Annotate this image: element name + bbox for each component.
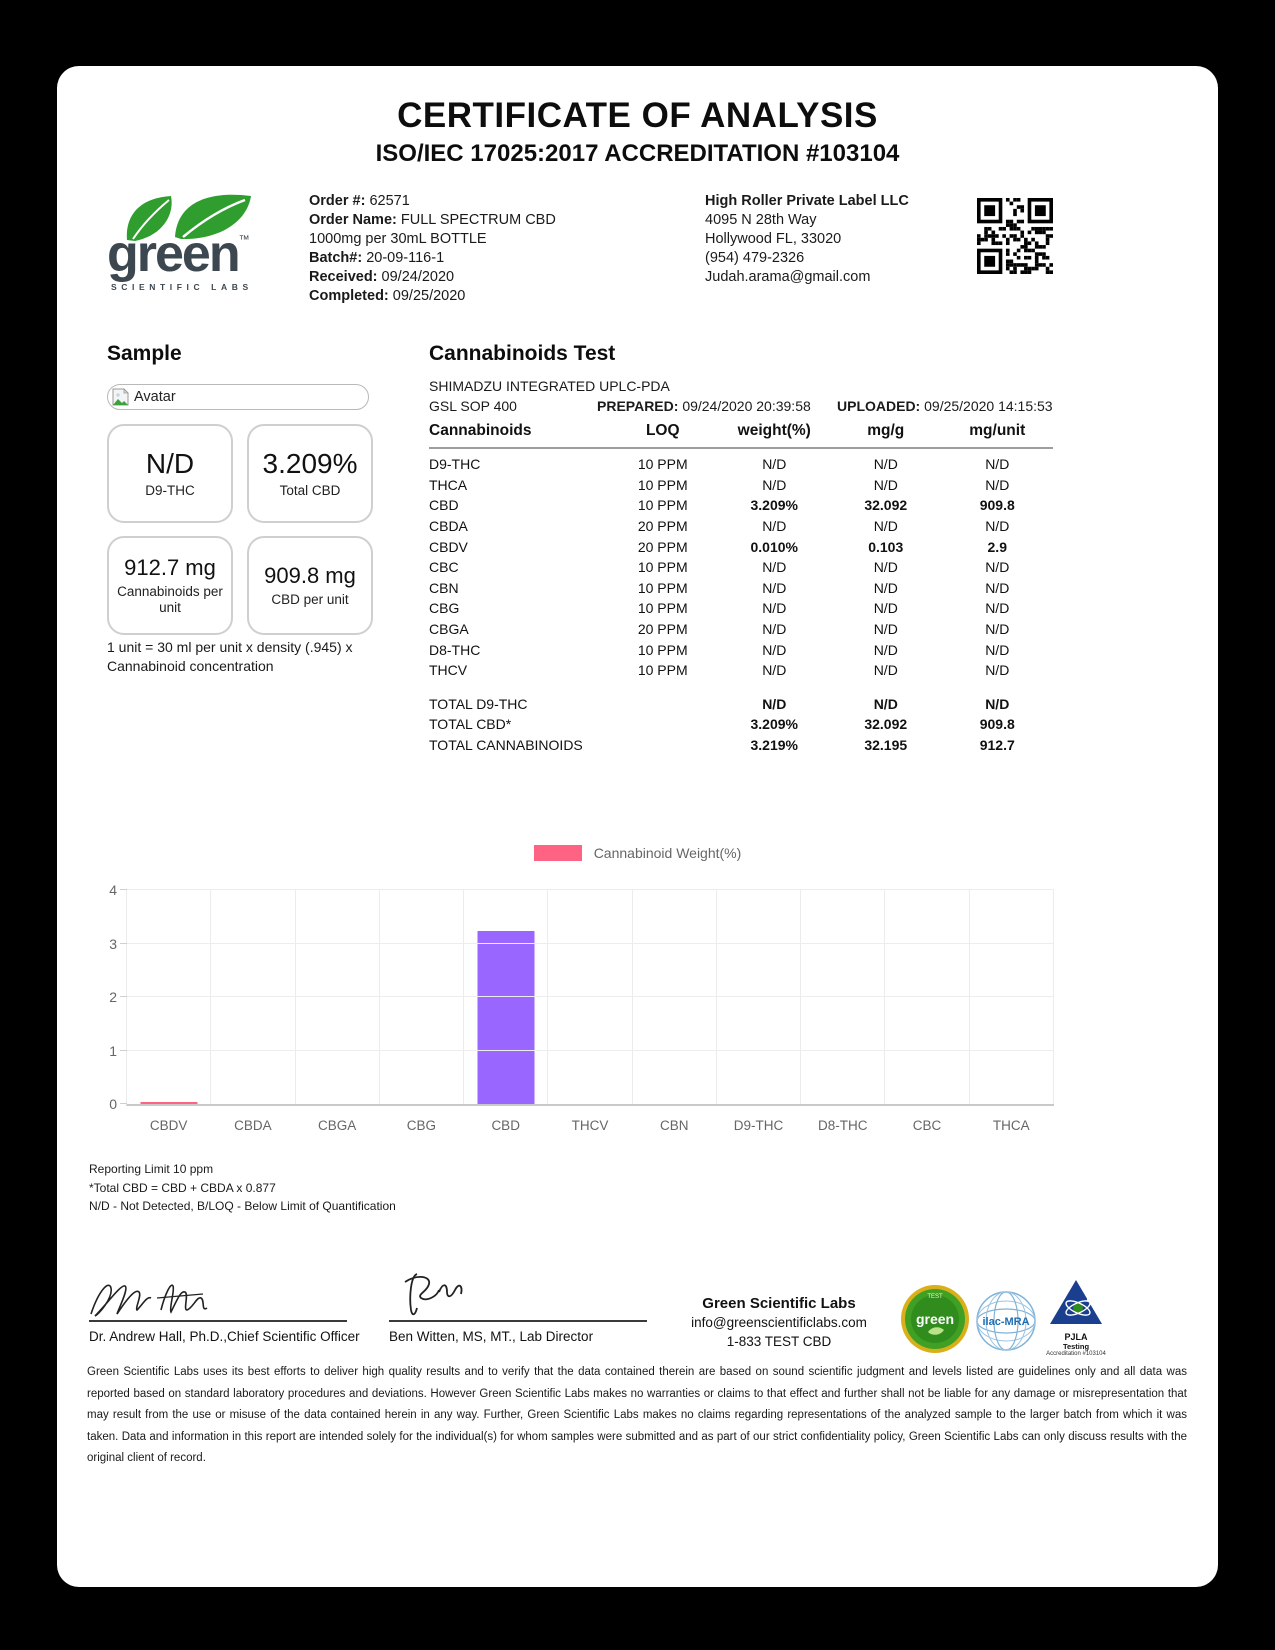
analyte-name: D8-THC [429, 641, 481, 658]
pjla-testing: Testing [1062, 1342, 1090, 1351]
instrument-name: SHIMADZU INTEGRATED UPLC-PDA [429, 378, 670, 394]
logo-subtext: SCIENTIFIC LABS [111, 282, 253, 292]
y-tick-label: 2 [109, 989, 117, 1005]
chart-slot [380, 890, 464, 1133]
col-mgunit: mg/unit [969, 422, 1026, 439]
chart-slot [633, 890, 717, 1133]
analyte-value: N/D [985, 641, 1010, 658]
analyte-value: N/D [873, 476, 898, 493]
analyte-value: N/D [873, 559, 898, 576]
bar-cbd [477, 931, 534, 1104]
y-tick-mark [120, 996, 127, 997]
analyte-value: N/D [985, 579, 1010, 596]
chart-slot [211, 890, 295, 1133]
analyte-value: 32.092 [864, 716, 908, 733]
analyte-value: N/D [762, 476, 787, 493]
sample-result-cards [107, 424, 373, 635]
gridline [127, 889, 1054, 890]
card-label: Total CBD [279, 483, 341, 498]
unit-note: 1 unit = 30 ml per unit x density (.945) x Cannabinoid concentration [107, 639, 353, 674]
x-tick-label: CBDV [149, 1118, 188, 1133]
analyte-value: N/D [985, 662, 1010, 679]
x-tick-label: CBN [659, 1118, 689, 1133]
chart-slot [801, 890, 885, 1133]
analyte-value: N/D [873, 641, 898, 658]
analyte-value: 3.219% [750, 737, 798, 754]
analyte-name: CBD [429, 497, 459, 514]
analyte-name: CBG [429, 600, 460, 617]
analyte-value: 10 PPM [637, 497, 688, 514]
chart-slot [464, 890, 548, 1133]
analyte-name: CBC [429, 559, 459, 576]
y-tick-label: 3 [109, 935, 117, 952]
x-tick-label: CBC [912, 1118, 942, 1133]
col-weight: weight(%) [737, 422, 811, 439]
analyte-value: 10 PPM [637, 559, 688, 576]
sample-avatar [107, 384, 369, 410]
analyte-value: 20 PPM [637, 518, 688, 535]
table-row [429, 516, 1053, 537]
y-tick-mark [120, 943, 127, 944]
certificate-page [57, 66, 1218, 1587]
analyte-value: 10 PPM [637, 476, 688, 493]
analyte-name: TOTAL CBD* [429, 716, 512, 733]
card-value: 3.209% [262, 448, 358, 479]
chart-legend [57, 845, 1218, 861]
analyte-name: CBDA [429, 518, 468, 535]
signature-1 [85, 1270, 255, 1322]
analyte-value: N/D [762, 456, 787, 473]
order-name: FULL SPECTRUM CBD 1000mg per 30mL BOTTLE [309, 212, 556, 247]
analyte-name: THCV [429, 662, 468, 679]
analyte-name: TOTAL CANNABINOIDS [429, 737, 583, 754]
table-header-row [429, 422, 1053, 449]
footnote-nd: N/D - Not Detected, B/LOQ - Below Limit of Quantification [89, 1199, 396, 1213]
ilac-mra-badge [975, 1290, 1037, 1352]
table-row [429, 735, 1053, 756]
card-value: 912.7 mg [124, 555, 216, 580]
analyte-value: 2.9 [987, 538, 1007, 555]
table-row [429, 694, 1053, 715]
card-label: CBD per unit [271, 592, 349, 607]
lab-logo [105, 194, 291, 294]
analyte-value: 20 PPM [637, 538, 688, 555]
uploaded-label: UPLOADED: [837, 398, 921, 414]
analyte-value: N/D [873, 579, 898, 596]
cannabinoids-table [429, 422, 1053, 755]
client-email: Judah.arama@gmail.com [705, 269, 871, 285]
analyte-value: N/D [985, 559, 1010, 576]
client-phone: (954) 479-2326 [705, 250, 805, 266]
col-loq: LOQ [645, 422, 680, 439]
chart-slot [717, 890, 801, 1133]
analyte-name: CBGA [429, 621, 469, 638]
table-row [429, 495, 1053, 516]
analyte-value: 10 PPM [637, 662, 688, 679]
x-tick-label: THCA [992, 1118, 1030, 1133]
x-tick-label: CBD [491, 1118, 520, 1133]
analyte-value: N/D [985, 518, 1010, 535]
analyte-value: N/D [873, 600, 898, 617]
legend-label: Cannabinoid Weight(%) [593, 845, 742, 861]
analyte-value: N/D [985, 695, 1010, 712]
completed-label: Completed: [309, 288, 389, 304]
pjla-name: PJLA [1064, 1332, 1088, 1342]
order-info [309, 192, 575, 306]
y-tick-label: 4 [109, 882, 117, 898]
trademark-symbol: ™ [238, 234, 250, 246]
analyte-value: N/D [762, 662, 787, 679]
analyte-value: N/D [873, 518, 898, 535]
col-cannabinoids: Cannabinoids [429, 422, 532, 439]
signature-2 [387, 1266, 527, 1322]
gridline [127, 943, 1054, 944]
sample-heading: Sample [107, 342, 182, 365]
analyte-name: D9-THC [429, 456, 481, 473]
order-number: 62571 [369, 193, 410, 209]
table-row [429, 536, 1053, 557]
broken-image-icon [110, 387, 132, 407]
analyte-value: 10 PPM [637, 600, 688, 617]
chart-slot [885, 890, 969, 1133]
analyte-value: N/D [985, 476, 1010, 493]
order-number-label: Order #: [309, 193, 366, 209]
analyte-value: N/D [762, 518, 787, 535]
analyte-name: TOTAL D9-THC [429, 695, 528, 712]
qr-code [977, 198, 1053, 274]
prepared-label: PREPARED: [597, 398, 679, 414]
svg-text:TEST: TEST [927, 1294, 943, 1300]
signatory-1: Dr. Andrew Hall, Ph.D.,Chief Scientific Officer [89, 1329, 360, 1344]
table-row [429, 660, 1053, 681]
analyte-name: THCA [429, 476, 468, 493]
analyte-value: 10 PPM [637, 641, 688, 658]
table-row [429, 454, 1053, 475]
received-date: 09/24/2020 [381, 269, 455, 285]
analyte-value: 0.103 [868, 538, 904, 555]
analyte-value: N/D [873, 456, 898, 473]
accreditation-subtitle: ISO/IEC 17025:2017 ACCREDITATION #103104 [375, 140, 900, 167]
signature-line-1 [89, 1320, 347, 1322]
table-row [429, 639, 1053, 660]
y-tick-mark [120, 1103, 127, 1104]
chart-slot [296, 890, 380, 1133]
analyte-value: N/D [762, 621, 787, 638]
chart-slot [548, 890, 632, 1133]
chart-bars [127, 890, 1054, 1133]
client-address-1: 4095 N 28th Way [705, 212, 817, 228]
analyte-value: N/D [873, 695, 898, 712]
chart-slot [970, 890, 1054, 1133]
y-tick-mark [120, 889, 127, 890]
order-name-label: Order Name: [309, 212, 397, 228]
pjla-badge [1043, 1278, 1109, 1357]
analyte-value: N/D [762, 641, 787, 658]
analyte-value: 10 PPM [637, 456, 688, 473]
sample-card [107, 424, 233, 523]
prepared-datetime: PREPARED: 09/24/2020 20:39:58 [597, 398, 811, 414]
table-row [429, 578, 1053, 599]
lab-name: Green Scientific Labs [702, 1295, 856, 1312]
footnote-reporting-limit: Reporting Limit 10 ppm [89, 1162, 214, 1176]
legend-swatch [534, 845, 582, 861]
analyte-value: 32.195 [864, 737, 908, 754]
y-tick-label: 0 [109, 1096, 117, 1112]
card-value: 909.8 mg [264, 563, 356, 588]
pjla-accreditation: Accreditation #103104 [1046, 1351, 1106, 1357]
x-tick-label: CBGA [318, 1118, 357, 1133]
sample-card [247, 536, 373, 635]
x-tick-label: D9-THC [733, 1118, 784, 1133]
chart-footnotes [89, 1160, 396, 1216]
lab-contact [657, 1294, 901, 1351]
card-value: N/D [145, 448, 195, 479]
sample-card [247, 424, 373, 523]
client-name: High Roller Private Label LLC [705, 193, 909, 209]
analyte-value: 909.8 [979, 497, 1015, 514]
received-label: Received: [309, 269, 378, 285]
col-mgg: mg/g [867, 422, 905, 439]
analyte-value: N/D [762, 695, 787, 712]
analyte-value: 32.092 [864, 497, 908, 514]
x-tick-label: D8-THC [818, 1118, 868, 1133]
lab-email: info@greenscientificlabs.com [691, 1315, 867, 1330]
disclaimer-text: Green Scientific Labs uses its best efforts to deliver high quality results and to verify that the data contained therein are based on sound scientific judgment and levels listed are guidelines only and all data was reported based on standard laboratory procedures and deviations. However Green Scientific Labs makes no warranties or claims to that effect and further shall not be liable for any damage or misrepresentation that may result from the use or misuse of the data contained herein in any way. Further, Green Scientific Labs makes no claims regarding representations of the analyzed sample to the larger batch from which it was taken. Data and information in this report are intended solely for the individual(s) for whom samples were submitted and as part of our strict confidentiality policy, Green Scientific Labs can only discuss results with the original client of record. [87, 1366, 1187, 1464]
x-tick-label: CBDA [234, 1118, 272, 1133]
y-tick-mark [120, 1050, 127, 1051]
card-label: D9-THC [145, 483, 195, 498]
analyte-value: 912.7 [979, 737, 1015, 754]
footnote-total-cbd: *Total CBD = CBD + CBDA x 0.877 [89, 1180, 276, 1195]
sample-card [107, 536, 233, 635]
cannabinoids-test-heading: Cannabinoids Test [429, 342, 616, 365]
gridline [127, 1050, 1054, 1051]
client-address-2: Hollywood FL, 33020 [705, 231, 842, 247]
table-row [429, 714, 1053, 735]
gridline [127, 996, 1054, 997]
table-row [429, 598, 1053, 619]
bar-cbdv [140, 1102, 197, 1104]
svg-text:green: green [915, 1311, 955, 1327]
green-seal-badge [900, 1284, 970, 1354]
signatory-2: Ben Witten, MS, MT., Lab Director [389, 1329, 594, 1344]
analyte-value: N/D [985, 456, 1010, 473]
completed-date: 09/25/2020 [392, 288, 466, 304]
table-totals [429, 694, 1053, 756]
uploaded-datetime: UPLOADED: 09/25/2020 14:15:53 [837, 398, 1053, 414]
analyte-value: 3.209% [750, 716, 798, 733]
x-tick-label: THCV [571, 1118, 609, 1133]
logo-word: green™ [107, 225, 250, 283]
analyte-value: N/D [762, 559, 787, 576]
chart-slot [127, 890, 211, 1133]
table-row [429, 557, 1053, 578]
client-info [705, 192, 975, 287]
table-body [429, 449, 1053, 681]
batch-label: Batch#: [309, 250, 363, 266]
table-row [429, 475, 1053, 496]
bar-chart [109, 882, 1054, 1133]
lab-phone: 1-833 TEST CBD [726, 1334, 832, 1349]
analyte-value: 0.010% [750, 538, 798, 555]
y-tick-label: 1 [109, 1042, 117, 1059]
analyte-value: N/D [762, 600, 787, 617]
analyte-value: N/D [762, 579, 787, 596]
avatar-label: Avatar [134, 389, 176, 405]
analyte-value: 909.8 [979, 716, 1015, 733]
x-tick-label: CBG [406, 1118, 437, 1133]
ilac-text: ilac-MRA [982, 1316, 1030, 1328]
sop-number: GSL SOP 400 [429, 398, 517, 414]
analyte-value: N/D [873, 662, 898, 679]
table-row [429, 619, 1053, 640]
analyte-name: CBN [429, 579, 459, 596]
analyte-value: N/D [873, 621, 898, 638]
analyte-name: CBDV [429, 538, 468, 555]
page-title: CERTIFICATE OF ANALYSIS [397, 96, 878, 135]
analyte-value: N/D [985, 600, 1010, 617]
analyte-value: N/D [985, 621, 1010, 638]
signature-line-2 [389, 1320, 647, 1322]
analyte-value: 10 PPM [637, 579, 688, 596]
card-label: Cannabinoids per unit [117, 584, 223, 615]
analyte-value: 3.209% [750, 497, 798, 514]
pjla-triangle-icon [1048, 1278, 1104, 1326]
analyte-value: 20 PPM [637, 621, 688, 638]
batch-number: 20-09-116-1 [366, 250, 445, 266]
